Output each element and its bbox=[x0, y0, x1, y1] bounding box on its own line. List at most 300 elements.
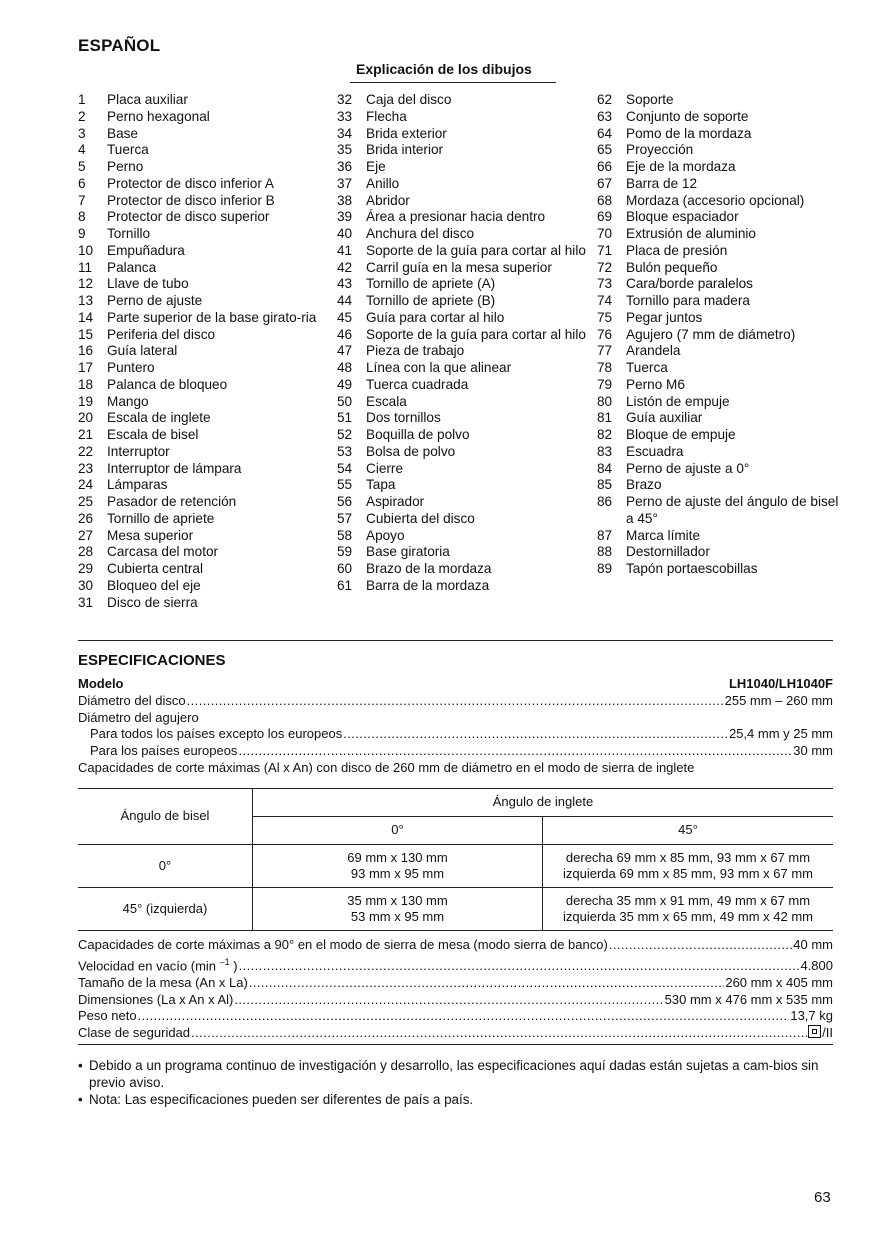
part-label: Extrusión de aluminio bbox=[626, 226, 756, 241]
part-label: Interruptor bbox=[107, 443, 170, 459]
section-divider-top bbox=[78, 640, 833, 641]
part-label: Puntero bbox=[107, 360, 155, 375]
note-item: • Debido a un programa continuo de investigación y desarrollo, las especificaciones aquí dadas están sujetas a cam-bios sin previo aviso. bbox=[78, 1058, 819, 1090]
part-label: Base giratoria bbox=[366, 544, 450, 560]
part-number: 1 bbox=[78, 92, 86, 107]
spec-hole-diameter-label: Diámetro del agujero bbox=[78, 709, 199, 725]
part-number: 63 bbox=[597, 108, 613, 124]
spec-safety-row bbox=[78, 1025, 833, 1042]
list-item bbox=[597, 276, 843, 293]
spec-table-mode-value: 40 mm bbox=[793, 937, 833, 952]
list-item bbox=[597, 544, 843, 561]
spec-disc-diameter-row bbox=[78, 693, 833, 710]
list-item bbox=[337, 561, 589, 578]
part-number: 82 bbox=[597, 427, 613, 442]
list-item bbox=[597, 461, 843, 478]
list-item bbox=[337, 310, 589, 327]
part-number: 5 bbox=[78, 159, 86, 174]
part-label: Bloque de empuje bbox=[626, 427, 736, 442]
part-label: Aspirador bbox=[366, 494, 425, 509]
spec-dimensions-row bbox=[78, 992, 833, 1009]
part-number: 27 bbox=[78, 527, 94, 543]
list-item bbox=[337, 159, 589, 176]
spec-safety-value: /II bbox=[822, 1025, 833, 1041]
part-label: Tornillo de apriete bbox=[107, 510, 215, 526]
list-item bbox=[78, 494, 328, 511]
list-item bbox=[597, 159, 843, 176]
part-label: Interruptor de lámpara bbox=[107, 460, 242, 476]
table-row bbox=[78, 845, 833, 888]
part-number: 68 bbox=[597, 192, 613, 208]
list-item bbox=[597, 528, 843, 545]
part-label: Perno bbox=[107, 159, 144, 174]
parts-column-1 bbox=[78, 92, 328, 611]
part-number: 66 bbox=[597, 159, 613, 174]
part-number: 76 bbox=[597, 326, 613, 342]
list-item bbox=[78, 544, 328, 561]
part-number: 31 bbox=[78, 594, 94, 610]
part-number: 56 bbox=[337, 494, 353, 509]
part-number: 38 bbox=[337, 192, 353, 208]
part-label: Perno de ajuste del ángulo de bisel a 45° bbox=[626, 494, 839, 526]
list-item bbox=[337, 427, 589, 444]
part-number: 18 bbox=[78, 376, 94, 392]
part-label: Guía lateral bbox=[107, 343, 178, 359]
part-label: Mordaza (accesorio opcional) bbox=[626, 192, 805, 208]
part-label: Soporte de la guía para cortar al hilo bbox=[366, 326, 586, 342]
part-label: Barra de la mordaza bbox=[366, 577, 490, 593]
spec-speed-value: 4.800 bbox=[800, 958, 833, 974]
part-number: 44 bbox=[337, 293, 353, 308]
part-label: Brida exterior bbox=[366, 125, 447, 141]
part-label: Eje de la mordaza bbox=[626, 159, 736, 174]
spec-hole-non-eu-value: 25,4 mm y 25 mm bbox=[728, 726, 833, 742]
part-label: Base bbox=[107, 125, 138, 141]
list-item bbox=[78, 226, 328, 243]
part-number: 77 bbox=[597, 343, 613, 359]
part-number: 21 bbox=[78, 427, 94, 442]
part-number: 51 bbox=[337, 410, 353, 426]
part-number: 78 bbox=[597, 360, 613, 375]
list-item bbox=[337, 343, 589, 360]
part-number: 48 bbox=[337, 360, 353, 375]
part-label: Empuñadura bbox=[107, 242, 185, 258]
part-label: Tapón portaescobillas bbox=[626, 561, 758, 576]
part-number: 49 bbox=[337, 376, 353, 392]
list-item bbox=[597, 494, 843, 528]
part-label: Carril guía en la mesa superior bbox=[366, 259, 552, 275]
part-number: 85 bbox=[597, 477, 613, 493]
part-label: Tuerca bbox=[107, 142, 149, 158]
part-label: Tornillo para madera bbox=[626, 293, 750, 308]
part-label: Apoyo bbox=[366, 527, 405, 543]
list-item bbox=[337, 276, 589, 293]
spec-hole-diameter-row bbox=[78, 710, 833, 727]
list-item bbox=[597, 176, 843, 193]
list-item bbox=[337, 109, 589, 126]
part-number: 33 bbox=[337, 108, 353, 124]
part-label: Línea con la que alinear bbox=[366, 360, 512, 375]
list-item bbox=[337, 293, 589, 310]
part-number: 29 bbox=[78, 561, 94, 576]
bevel-cell: 45° (izquierda) bbox=[78, 888, 253, 931]
list-item bbox=[78, 209, 328, 226]
spec-hole-non-eu-label: Para todos los países excepto los europeos bbox=[90, 726, 343, 742]
list-item bbox=[337, 444, 589, 461]
list-item bbox=[337, 477, 589, 494]
part-label: Dos tornillos bbox=[366, 410, 441, 426]
spec-hole-eu-value: 30 mm bbox=[793, 743, 833, 758]
list-item bbox=[78, 511, 328, 528]
part-number: 64 bbox=[597, 125, 613, 141]
part-number: 54 bbox=[337, 460, 353, 476]
part-label: Bloqueo del eje bbox=[107, 577, 201, 593]
list-item bbox=[337, 176, 589, 193]
part-number: 47 bbox=[337, 343, 353, 359]
part-label: Palanca bbox=[107, 259, 157, 275]
part-number: 50 bbox=[337, 393, 353, 409]
spec-capacity-intro: Capacidades de corte máximas (Al x An) con disco de 260 mm de diámetro en el modo de sierra de inglete bbox=[78, 759, 695, 775]
part-label: Boquilla de polvo bbox=[366, 427, 470, 442]
part-label: Arandela bbox=[626, 343, 681, 359]
list-item bbox=[78, 243, 328, 260]
list-item bbox=[78, 193, 328, 210]
list-item bbox=[597, 360, 843, 377]
miter-0-cell: 35 mm x 130 mm 53 mm x 95 mm bbox=[253, 888, 543, 931]
part-number: 37 bbox=[337, 175, 353, 191]
part-label: Cubierta del disco bbox=[366, 510, 475, 526]
miter-0-header: 0° bbox=[253, 817, 543, 845]
list-item bbox=[597, 377, 843, 394]
part-label: Brazo de la mordaza bbox=[366, 561, 492, 576]
part-label: Perno M6 bbox=[626, 376, 685, 392]
list-item bbox=[337, 494, 589, 511]
list-item bbox=[337, 544, 589, 561]
list-item bbox=[597, 226, 843, 243]
list-item bbox=[78, 360, 328, 377]
list-item bbox=[78, 260, 328, 277]
spec-table-mode-row bbox=[78, 937, 833, 954]
part-label: Pomo de la mordaza bbox=[626, 125, 752, 141]
list-item bbox=[78, 578, 328, 595]
part-number: 40 bbox=[337, 226, 353, 241]
spec-weight-value: 13,7 kg bbox=[790, 1008, 833, 1024]
list-item bbox=[78, 477, 328, 494]
table-row bbox=[78, 888, 833, 931]
part-label: Lámparas bbox=[107, 477, 168, 493]
spec-weight-row bbox=[78, 1008, 833, 1025]
list-item bbox=[78, 142, 328, 159]
part-label: Parte superior de la base girato-ria bbox=[107, 309, 317, 325]
part-label: Guía auxiliar bbox=[626, 410, 703, 426]
part-number: 88 bbox=[597, 544, 613, 560]
spec-model-value: LH1040/LH1040F bbox=[728, 676, 833, 691]
list-item bbox=[78, 595, 328, 612]
part-label: Protector de disco inferior A bbox=[107, 175, 274, 191]
list-item bbox=[78, 394, 328, 411]
part-number: 39 bbox=[337, 209, 353, 225]
part-label: Cubierta central bbox=[107, 561, 203, 576]
list-item bbox=[337, 243, 589, 260]
list-item bbox=[597, 243, 843, 260]
part-label: Pasador de retención bbox=[107, 494, 237, 509]
cutting-capacity-table bbox=[78, 788, 833, 931]
part-label: Tapa bbox=[366, 477, 396, 493]
part-number: 4 bbox=[78, 142, 86, 158]
part-number: 62 bbox=[597, 92, 613, 107]
part-number: 42 bbox=[337, 259, 353, 275]
parts-column-2 bbox=[337, 92, 589, 595]
part-number: 80 bbox=[597, 393, 613, 409]
part-label: Bolsa de polvo bbox=[366, 443, 456, 459]
list-item bbox=[597, 260, 843, 277]
part-number: 45 bbox=[337, 309, 353, 325]
part-label: Agujero (7 mm de diámetro) bbox=[626, 326, 796, 342]
part-label: Destornillador bbox=[626, 544, 710, 560]
part-label: Barra de 12 bbox=[626, 175, 698, 191]
part-label: Perno de ajuste bbox=[107, 293, 203, 308]
part-number: 79 bbox=[597, 376, 613, 392]
spec-table-size-label: Tamaño de la mesa (An x La) bbox=[78, 974, 248, 990]
part-number: 6 bbox=[78, 175, 86, 191]
section-divider-bottom bbox=[78, 1044, 833, 1045]
part-label: Perno de ajuste a 0° bbox=[626, 460, 750, 476]
list-item bbox=[597, 477, 843, 494]
specs-block bbox=[78, 676, 833, 777]
list-item bbox=[78, 310, 328, 327]
part-number: 34 bbox=[337, 125, 353, 141]
list-item bbox=[78, 377, 328, 394]
notes bbox=[78, 1057, 833, 1108]
list-item bbox=[78, 461, 328, 478]
bullet-icon: • bbox=[78, 1092, 83, 1107]
part-number: 87 bbox=[597, 527, 613, 543]
miter-45-header: 45° bbox=[543, 817, 834, 845]
list-item bbox=[597, 209, 843, 226]
part-label: Tornillo de apriete (A) bbox=[366, 276, 496, 292]
parts-column-3 bbox=[597, 92, 843, 578]
list-item bbox=[597, 394, 843, 411]
list-item bbox=[337, 226, 589, 243]
part-number: 59 bbox=[337, 544, 353, 560]
list-item bbox=[597, 92, 843, 109]
part-number: 12 bbox=[78, 276, 94, 292]
list-item bbox=[337, 193, 589, 210]
spec-disc-diameter-label: Diámetro del disco bbox=[78, 692, 186, 708]
part-label: Área a presionar hacia dentro bbox=[366, 209, 546, 225]
list-item bbox=[597, 310, 843, 327]
list-item bbox=[78, 159, 328, 176]
note-item: • Nota: Las especificaciones pueden ser diferentes de país a país. bbox=[78, 1092, 474, 1107]
list-item bbox=[597, 142, 843, 159]
part-number: 11 bbox=[78, 259, 93, 275]
part-label: Soporte de la guía para cortar al hilo bbox=[366, 242, 586, 258]
part-number: 52 bbox=[337, 427, 353, 442]
part-label: Escala de inglete bbox=[107, 410, 211, 426]
part-label: Conjunto de soporte bbox=[626, 108, 749, 124]
part-number: 8 bbox=[78, 209, 86, 225]
part-number: 53 bbox=[337, 443, 353, 459]
part-number: 71 bbox=[597, 242, 613, 258]
list-item bbox=[78, 126, 328, 143]
part-label: Bulón pequeño bbox=[626, 259, 718, 275]
class-ii-double-square-icon bbox=[808, 1025, 821, 1038]
part-number: 73 bbox=[597, 276, 613, 292]
part-number: 16 bbox=[78, 343, 94, 359]
list-item bbox=[337, 260, 589, 277]
list-item bbox=[337, 410, 589, 427]
part-number: 13 bbox=[78, 293, 94, 308]
spec-speed-row bbox=[78, 954, 833, 975]
part-number: 72 bbox=[597, 259, 613, 275]
part-label: Escala de bisel bbox=[107, 427, 199, 442]
bevel-angle-header: Ángulo de bisel bbox=[78, 789, 253, 845]
list-item bbox=[337, 394, 589, 411]
part-label: Escala bbox=[366, 393, 407, 409]
list-item bbox=[78, 343, 328, 360]
part-label: Anchura del disco bbox=[366, 226, 475, 241]
part-number: 46 bbox=[337, 326, 353, 342]
list-item bbox=[597, 126, 843, 143]
part-label: Carcasa del motor bbox=[107, 544, 219, 560]
part-label: Cara/borde paralelos bbox=[626, 276, 753, 292]
part-label: Caja del disco bbox=[366, 92, 452, 107]
part-number: 23 bbox=[78, 460, 94, 476]
part-number: 9 bbox=[78, 226, 86, 241]
part-number: 83 bbox=[597, 443, 613, 459]
part-number: 2 bbox=[78, 108, 86, 124]
list-item bbox=[337, 209, 589, 226]
bullet-icon: • bbox=[78, 1058, 83, 1073]
list-item bbox=[337, 578, 589, 595]
part-label: Tornillo de apriete (B) bbox=[366, 293, 496, 308]
part-label: Guía para cortar al hilo bbox=[366, 309, 505, 325]
spec-table-mode-label: Capacidades de corte máximas a 90° en el modo de sierra de mesa (modo sierra de banco) bbox=[78, 937, 608, 952]
part-label: Pieza de trabajo bbox=[366, 343, 465, 359]
part-number: 43 bbox=[337, 276, 353, 292]
part-number: 17 bbox=[78, 360, 94, 375]
list-item bbox=[337, 360, 589, 377]
spec-safety-label: Clase de seguridad bbox=[78, 1025, 191, 1041]
spec-model-row bbox=[78, 676, 833, 693]
list-item bbox=[78, 92, 328, 109]
part-number: 57 bbox=[337, 510, 353, 526]
part-number: 41 bbox=[337, 242, 353, 258]
list-item bbox=[597, 343, 843, 360]
part-label: Mesa superior bbox=[107, 527, 194, 543]
part-number: 10 bbox=[78, 242, 94, 258]
part-number: 67 bbox=[597, 175, 613, 191]
miter-angle-header: Ángulo de inglete bbox=[253, 789, 834, 817]
part-label: Brazo bbox=[626, 477, 662, 493]
part-number: 7 bbox=[78, 192, 86, 208]
list-item bbox=[597, 561, 843, 578]
part-number: 35 bbox=[337, 142, 353, 158]
list-item bbox=[78, 327, 328, 344]
part-number: 22 bbox=[78, 443, 94, 459]
part-number: 65 bbox=[597, 142, 613, 158]
part-number: 89 bbox=[597, 561, 613, 576]
list-item bbox=[597, 109, 843, 126]
part-label: Tuerca cuadrada bbox=[366, 376, 469, 392]
list-item bbox=[597, 293, 843, 310]
part-label: Protector de disco superior bbox=[107, 209, 270, 225]
spec-table-size-row bbox=[78, 975, 833, 992]
list-item bbox=[78, 276, 328, 293]
list-item bbox=[78, 444, 328, 461]
list-item bbox=[337, 528, 589, 545]
list-item bbox=[78, 561, 328, 578]
spec-speed-label: Velocidad en vacío (min $^{-1}$ ) bbox=[78, 956, 238, 974]
spec-disc-diameter-value: 255 mm – 260 mm bbox=[724, 692, 833, 708]
part-label: Listón de empuje bbox=[626, 393, 730, 409]
language-heading: ESPAÑOL bbox=[78, 36, 161, 55]
part-number: 86 bbox=[597, 494, 613, 509]
part-number: 61 bbox=[337, 577, 353, 593]
drawings-title-underline bbox=[350, 82, 556, 83]
spec-hole-non-eu-row bbox=[78, 726, 833, 743]
part-number: 58 bbox=[337, 527, 353, 543]
list-item bbox=[78, 410, 328, 427]
part-label: Soporte bbox=[626, 92, 674, 107]
spec-dimensions-label: Dimensiones (La x An x Al) bbox=[78, 991, 234, 1007]
spec-weight-label: Peso neto bbox=[78, 1008, 137, 1024]
part-label: Palanca de bloqueo bbox=[107, 376, 228, 392]
list-item bbox=[337, 377, 589, 394]
part-number: 25 bbox=[78, 494, 94, 509]
part-number: 24 bbox=[78, 477, 94, 493]
part-number: 81 bbox=[597, 410, 613, 426]
list-item bbox=[337, 126, 589, 143]
part-label: Periferia del disco bbox=[107, 326, 216, 342]
part-number: 75 bbox=[597, 309, 613, 325]
list-item bbox=[337, 461, 589, 478]
bevel-cell: 0° bbox=[78, 845, 253, 888]
part-number: 14 bbox=[78, 309, 94, 325]
part-number: 20 bbox=[78, 410, 94, 426]
list-item bbox=[78, 109, 328, 126]
part-label: Flecha bbox=[366, 108, 407, 124]
part-label: Abridor bbox=[366, 192, 410, 208]
list-item bbox=[597, 410, 843, 427]
part-label: Eje bbox=[366, 159, 386, 174]
part-number: 15 bbox=[78, 326, 94, 342]
miter-0-cell: 69 mm x 130 mm 93 mm x 95 mm bbox=[253, 845, 543, 888]
part-label: Anillo bbox=[366, 175, 400, 191]
part-label: Tornillo bbox=[107, 226, 151, 241]
part-number: 26 bbox=[78, 510, 94, 526]
part-number: 32 bbox=[337, 92, 353, 107]
miter-45-cell: derecha 69 mm x 85 mm, 93 mm x 67 mm izquierda 69 mm x 85 mm, 93 mm x 67 mm bbox=[543, 845, 834, 888]
part-number: 30 bbox=[78, 577, 94, 593]
page-number: 63 bbox=[814, 1189, 831, 1206]
part-label: Llave de tubo bbox=[107, 276, 189, 292]
miter-45-cell: derecha 35 mm x 91 mm, 49 mm x 67 mm izquierda 35 mm x 65 mm, 49 mm x 42 mm bbox=[543, 888, 834, 931]
specs-title: ESPECIFICACIONES bbox=[78, 652, 226, 669]
part-number: 84 bbox=[597, 460, 613, 476]
list-item bbox=[337, 511, 589, 528]
part-label: Perno hexagonal bbox=[107, 108, 210, 124]
part-label: Marca límite bbox=[626, 527, 701, 543]
list-item bbox=[78, 293, 328, 310]
part-number: 3 bbox=[78, 125, 86, 141]
part-number: 55 bbox=[337, 477, 353, 493]
part-number: 28 bbox=[78, 544, 94, 560]
spec-hole-eu-row bbox=[78, 743, 833, 760]
list-item bbox=[78, 427, 328, 444]
part-label: Proyección bbox=[626, 142, 694, 158]
specs-block-2 bbox=[78, 937, 833, 1042]
